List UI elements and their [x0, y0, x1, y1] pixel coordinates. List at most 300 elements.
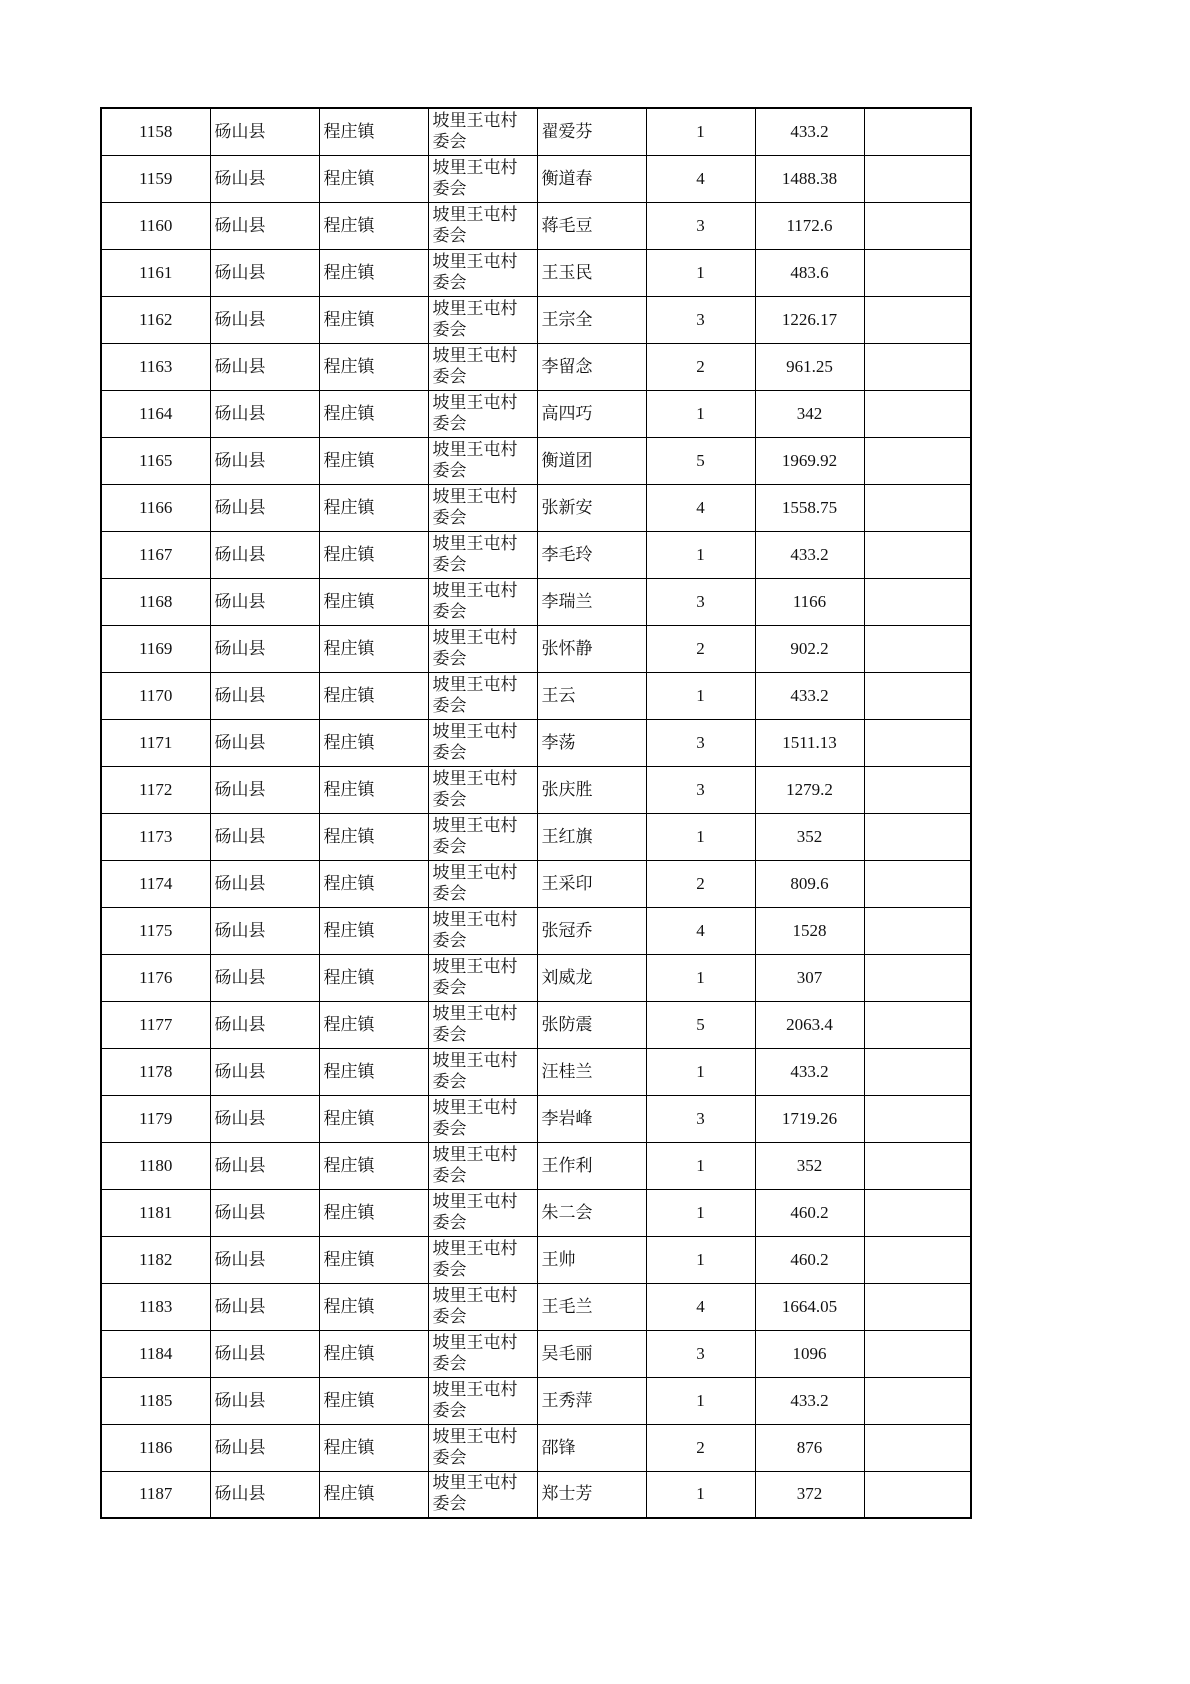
row-number-cell: 1181	[101, 1189, 210, 1236]
village-text: 坡里王屯村委会	[432, 768, 518, 810]
household-count-cell: 1	[646, 108, 755, 155]
person-name-cell: 王秀萍	[537, 1377, 646, 1424]
amount-cell: 460.2	[755, 1189, 864, 1236]
village-cell	[428, 390, 537, 437]
table-body	[101, 108, 971, 1518]
person-name-cell: 邵锋	[537, 1424, 646, 1471]
village-cell	[428, 719, 537, 766]
person-name-cell: 李毛玲	[537, 531, 646, 578]
county-cell: 砀山县	[210, 766, 319, 813]
person-name-cell: 张冠乔	[537, 907, 646, 954]
amount-cell: 2063.4	[755, 1001, 864, 1048]
village-cell	[428, 1377, 537, 1424]
amount-cell: 433.2	[755, 672, 864, 719]
village-cell	[428, 484, 537, 531]
village-text: 坡里王屯村委会	[432, 298, 518, 340]
household-count-cell: 1	[646, 1236, 755, 1283]
row-number-cell: 1172	[101, 766, 210, 813]
county-cell: 砀山县	[210, 1330, 319, 1377]
table-row	[101, 1095, 971, 1142]
table-row	[101, 296, 971, 343]
village-text: 坡里王屯村委会	[432, 1332, 518, 1374]
table-row	[101, 672, 971, 719]
table-row	[101, 578, 971, 625]
person-name-cell: 王宗全	[537, 296, 646, 343]
household-count-cell: 5	[646, 1001, 755, 1048]
county-cell: 砀山县	[210, 108, 319, 155]
town-cell: 程庄镇	[319, 766, 428, 813]
village-cell	[428, 202, 537, 249]
village-cell	[428, 907, 537, 954]
household-count-cell: 4	[646, 155, 755, 202]
row-number-cell: 1184	[101, 1330, 210, 1377]
amount-cell: 1528	[755, 907, 864, 954]
table-row	[101, 437, 971, 484]
table-row	[101, 1377, 971, 1424]
town-cell: 程庄镇	[319, 1048, 428, 1095]
table-row	[101, 108, 971, 155]
data-table	[100, 107, 972, 1519]
town-cell: 程庄镇	[319, 1377, 428, 1424]
county-cell: 砀山县	[210, 625, 319, 672]
town-cell: 程庄镇	[319, 813, 428, 860]
county-cell: 砀山县	[210, 1236, 319, 1283]
person-name-cell: 王红旗	[537, 813, 646, 860]
amount-cell: 483.6	[755, 249, 864, 296]
person-name-cell: 蒋毛豆	[537, 202, 646, 249]
household-count-cell: 1	[646, 813, 755, 860]
village-text: 坡里王屯村委会	[432, 439, 518, 481]
person-name-cell: 高四巧	[537, 390, 646, 437]
person-name-cell: 张防震	[537, 1001, 646, 1048]
village-cell	[428, 1330, 537, 1377]
table-row	[101, 249, 971, 296]
village-cell	[428, 437, 537, 484]
table-row	[101, 484, 971, 531]
household-count-cell: 3	[646, 296, 755, 343]
county-cell: 砀山县	[210, 484, 319, 531]
town-cell: 程庄镇	[319, 578, 428, 625]
table-row	[101, 531, 971, 578]
county-cell: 砀山县	[210, 390, 319, 437]
household-count-cell: 2	[646, 1424, 755, 1471]
note-cell	[864, 437, 971, 484]
household-count-cell: 3	[646, 202, 755, 249]
village-text: 坡里王屯村委会	[432, 815, 518, 857]
village-text: 坡里王屯村委会	[432, 1191, 518, 1233]
town-cell: 程庄镇	[319, 907, 428, 954]
village-cell	[428, 1189, 537, 1236]
county-cell: 砀山县	[210, 296, 319, 343]
household-count-cell: 4	[646, 1283, 755, 1330]
table-row	[101, 1048, 971, 1095]
village-text: 坡里王屯村委会	[432, 1379, 518, 1421]
household-count-cell: 5	[646, 437, 755, 484]
village-cell	[428, 1095, 537, 1142]
household-count-cell: 3	[646, 719, 755, 766]
town-cell: 程庄镇	[319, 1095, 428, 1142]
village-cell	[428, 296, 537, 343]
note-cell	[864, 1189, 971, 1236]
town-cell: 程庄镇	[319, 108, 428, 155]
household-count-cell: 4	[646, 484, 755, 531]
county-cell: 砀山县	[210, 1095, 319, 1142]
village-cell	[428, 672, 537, 719]
town-cell: 程庄镇	[319, 1471, 428, 1518]
note-cell	[864, 108, 971, 155]
village-cell	[428, 343, 537, 390]
row-number-cell: 1166	[101, 484, 210, 531]
village-cell	[428, 1283, 537, 1330]
row-number-cell: 1186	[101, 1424, 210, 1471]
village-text: 坡里王屯村委会	[432, 674, 518, 716]
table-row	[101, 1424, 971, 1471]
row-number-cell: 1164	[101, 390, 210, 437]
person-name-cell: 吴毛丽	[537, 1330, 646, 1377]
amount-cell: 1096	[755, 1330, 864, 1377]
table-row	[101, 155, 971, 202]
table-row	[101, 813, 971, 860]
village-cell	[428, 625, 537, 672]
note-cell	[864, 1236, 971, 1283]
household-count-cell: 2	[646, 860, 755, 907]
town-cell: 程庄镇	[319, 437, 428, 484]
amount-cell: 1558.75	[755, 484, 864, 531]
amount-cell: 902.2	[755, 625, 864, 672]
note-cell	[864, 296, 971, 343]
village-text: 坡里王屯村委会	[432, 204, 518, 246]
person-name-cell: 王毛兰	[537, 1283, 646, 1330]
village-text: 坡里王屯村委会	[432, 1238, 518, 1280]
household-count-cell: 1	[646, 249, 755, 296]
note-cell	[864, 954, 971, 1001]
town-cell: 程庄镇	[319, 484, 428, 531]
town-cell: 程庄镇	[319, 954, 428, 1001]
amount-cell: 1664.05	[755, 1283, 864, 1330]
amount-cell: 433.2	[755, 531, 864, 578]
town-cell: 程庄镇	[319, 1236, 428, 1283]
county-cell: 砀山县	[210, 860, 319, 907]
amount-cell: 433.2	[755, 1048, 864, 1095]
table-row	[101, 1471, 971, 1518]
person-name-cell: 李岩峰	[537, 1095, 646, 1142]
row-number-cell: 1165	[101, 437, 210, 484]
row-number-cell: 1183	[101, 1283, 210, 1330]
note-cell	[864, 1048, 971, 1095]
village-text: 坡里王屯村委会	[432, 392, 518, 434]
person-name-cell: 刘威龙	[537, 954, 646, 1001]
note-cell	[864, 625, 971, 672]
amount-cell: 460.2	[755, 1236, 864, 1283]
table-row	[101, 390, 971, 437]
village-cell	[428, 860, 537, 907]
row-number-cell: 1176	[101, 954, 210, 1001]
row-number-cell: 1175	[101, 907, 210, 954]
household-count-cell: 1	[646, 1189, 755, 1236]
village-text: 坡里王屯村委会	[432, 157, 518, 199]
household-count-cell: 1	[646, 1142, 755, 1189]
row-number-cell: 1160	[101, 202, 210, 249]
amount-cell: 1166	[755, 578, 864, 625]
village-text: 坡里王屯村委会	[432, 345, 518, 387]
amount-cell: 1719.26	[755, 1095, 864, 1142]
table-row	[101, 954, 971, 1001]
row-number-cell: 1161	[101, 249, 210, 296]
table-row	[101, 1189, 971, 1236]
village-text: 坡里王屯村委会	[432, 533, 518, 575]
amount-cell: 352	[755, 1142, 864, 1189]
row-number-cell: 1177	[101, 1001, 210, 1048]
county-cell: 砀山县	[210, 155, 319, 202]
village-cell	[428, 766, 537, 813]
town-cell: 程庄镇	[319, 343, 428, 390]
county-cell: 砀山县	[210, 1048, 319, 1095]
town-cell: 程庄镇	[319, 625, 428, 672]
village-text: 坡里王屯村委会	[432, 909, 518, 951]
town-cell: 程庄镇	[319, 719, 428, 766]
table-row	[101, 625, 971, 672]
household-count-cell: 1	[646, 531, 755, 578]
note-cell	[864, 1001, 971, 1048]
table-row	[101, 719, 971, 766]
amount-cell: 809.6	[755, 860, 864, 907]
household-count-cell: 2	[646, 343, 755, 390]
row-number-cell: 1158	[101, 108, 210, 155]
village-text: 坡里王屯村委会	[432, 1285, 518, 1327]
amount-cell: 433.2	[755, 1377, 864, 1424]
village-text: 坡里王屯村委会	[432, 580, 518, 622]
person-name-cell: 李荡	[537, 719, 646, 766]
county-cell: 砀山县	[210, 907, 319, 954]
village-text: 坡里王屯村委会	[432, 251, 518, 293]
village-text: 坡里王屯村委会	[432, 956, 518, 998]
household-count-cell: 3	[646, 1095, 755, 1142]
person-name-cell: 衡道春	[537, 155, 646, 202]
person-name-cell: 张庆胜	[537, 766, 646, 813]
person-name-cell: 衡道团	[537, 437, 646, 484]
county-cell: 砀山县	[210, 954, 319, 1001]
village-cell	[428, 531, 537, 578]
row-number-cell: 1171	[101, 719, 210, 766]
town-cell: 程庄镇	[319, 531, 428, 578]
county-cell: 砀山县	[210, 531, 319, 578]
village-text: 坡里王屯村委会	[432, 627, 518, 669]
person-name-cell: 翟爱芬	[537, 108, 646, 155]
village-text: 坡里王屯村委会	[432, 721, 518, 763]
village-cell	[428, 1236, 537, 1283]
row-number-cell: 1168	[101, 578, 210, 625]
table-row	[101, 343, 971, 390]
row-number-cell: 1185	[101, 1377, 210, 1424]
village-cell	[428, 1471, 537, 1518]
note-cell	[864, 531, 971, 578]
amount-cell: 1279.2	[755, 766, 864, 813]
county-cell: 砀山县	[210, 719, 319, 766]
town-cell: 程庄镇	[319, 1001, 428, 1048]
town-cell: 程庄镇	[319, 202, 428, 249]
amount-cell: 1511.13	[755, 719, 864, 766]
table-row	[101, 202, 971, 249]
table-row	[101, 1142, 971, 1189]
amount-cell: 342	[755, 390, 864, 437]
note-cell	[864, 390, 971, 437]
row-number-cell: 1180	[101, 1142, 210, 1189]
row-number-cell: 1167	[101, 531, 210, 578]
person-name-cell: 汪桂兰	[537, 1048, 646, 1095]
county-cell: 砀山县	[210, 1142, 319, 1189]
county-cell: 砀山县	[210, 813, 319, 860]
county-cell: 砀山县	[210, 1424, 319, 1471]
note-cell	[864, 249, 971, 296]
note-cell	[864, 578, 971, 625]
note-cell	[864, 1424, 971, 1471]
note-cell	[864, 813, 971, 860]
village-cell	[428, 155, 537, 202]
amount-cell: 372	[755, 1471, 864, 1518]
household-count-cell: 1	[646, 1048, 755, 1095]
person-name-cell: 王云	[537, 672, 646, 719]
county-cell: 砀山县	[210, 672, 319, 719]
county-cell: 砀山县	[210, 249, 319, 296]
row-number-cell: 1179	[101, 1095, 210, 1142]
row-number-cell: 1178	[101, 1048, 210, 1095]
row-number-cell: 1174	[101, 860, 210, 907]
row-number-cell: 1173	[101, 813, 210, 860]
household-count-cell: 2	[646, 625, 755, 672]
row-number-cell: 1163	[101, 343, 210, 390]
note-cell	[864, 343, 971, 390]
note-cell	[864, 202, 971, 249]
person-name-cell: 王玉民	[537, 249, 646, 296]
village-text: 坡里王屯村委会	[432, 1426, 518, 1468]
row-number-cell: 1159	[101, 155, 210, 202]
person-name-cell: 朱二会	[537, 1189, 646, 1236]
person-name-cell: 李瑞兰	[537, 578, 646, 625]
village-text: 坡里王屯村委会	[432, 110, 518, 152]
note-cell	[864, 1095, 971, 1142]
town-cell: 程庄镇	[319, 672, 428, 719]
row-number-cell: 1170	[101, 672, 210, 719]
town-cell: 程庄镇	[319, 1424, 428, 1471]
table-row	[101, 1236, 971, 1283]
village-cell	[428, 108, 537, 155]
note-cell	[864, 1330, 971, 1377]
note-cell	[864, 719, 971, 766]
village-text: 坡里王屯村委会	[432, 1097, 518, 1139]
row-number-cell: 1169	[101, 625, 210, 672]
amount-cell: 307	[755, 954, 864, 1001]
town-cell: 程庄镇	[319, 860, 428, 907]
person-name-cell: 王作利	[537, 1142, 646, 1189]
village-text: 坡里王屯村委会	[432, 1050, 518, 1092]
village-cell	[428, 813, 537, 860]
town-cell: 程庄镇	[319, 1189, 428, 1236]
village-cell	[428, 1001, 537, 1048]
amount-cell: 1969.92	[755, 437, 864, 484]
amount-cell: 1226.17	[755, 296, 864, 343]
household-count-cell: 3	[646, 766, 755, 813]
table-row	[101, 1330, 971, 1377]
town-cell: 程庄镇	[319, 296, 428, 343]
row-number-cell: 1187	[101, 1471, 210, 1518]
village-text: 坡里王屯村委会	[432, 1473, 518, 1515]
village-text: 坡里王屯村委会	[432, 862, 518, 904]
note-cell	[864, 766, 971, 813]
village-cell	[428, 1048, 537, 1095]
amount-cell: 433.2	[755, 108, 864, 155]
village-cell	[428, 1424, 537, 1471]
amount-cell: 876	[755, 1424, 864, 1471]
table-row	[101, 907, 971, 954]
person-name-cell: 郑士芳	[537, 1471, 646, 1518]
household-count-cell: 4	[646, 907, 755, 954]
county-cell: 砀山县	[210, 343, 319, 390]
note-cell	[864, 484, 971, 531]
household-count-cell: 1	[646, 390, 755, 437]
note-cell	[864, 907, 971, 954]
amount-cell: 1172.6	[755, 202, 864, 249]
amount-cell: 352	[755, 813, 864, 860]
note-cell	[864, 155, 971, 202]
town-cell: 程庄镇	[319, 249, 428, 296]
town-cell: 程庄镇	[319, 1330, 428, 1377]
village-text: 坡里王屯村委会	[432, 486, 518, 528]
county-cell: 砀山县	[210, 1377, 319, 1424]
county-cell: 砀山县	[210, 202, 319, 249]
person-name-cell: 张怀静	[537, 625, 646, 672]
table-row	[101, 1001, 971, 1048]
village-cell	[428, 1142, 537, 1189]
village-cell	[428, 249, 537, 296]
amount-cell: 961.25	[755, 343, 864, 390]
note-cell	[864, 860, 971, 907]
household-count-cell: 3	[646, 1330, 755, 1377]
village-text: 坡里王屯村委会	[432, 1144, 518, 1186]
county-cell: 砀山县	[210, 1471, 319, 1518]
village-text: 坡里王屯村委会	[432, 1003, 518, 1045]
amount-cell: 1488.38	[755, 155, 864, 202]
note-cell	[864, 1471, 971, 1518]
town-cell: 程庄镇	[319, 390, 428, 437]
county-cell: 砀山县	[210, 437, 319, 484]
village-cell	[428, 954, 537, 1001]
household-count-cell: 1	[646, 954, 755, 1001]
row-number-cell: 1162	[101, 296, 210, 343]
person-name-cell: 张新安	[537, 484, 646, 531]
person-name-cell: 王采印	[537, 860, 646, 907]
county-cell: 砀山县	[210, 578, 319, 625]
row-number-cell: 1182	[101, 1236, 210, 1283]
note-cell	[864, 1142, 971, 1189]
person-name-cell: 李留念	[537, 343, 646, 390]
household-count-cell: 1	[646, 1471, 755, 1518]
table-row	[101, 1283, 971, 1330]
household-count-cell: 1	[646, 1377, 755, 1424]
town-cell: 程庄镇	[319, 1142, 428, 1189]
county-cell: 砀山县	[210, 1001, 319, 1048]
note-cell	[864, 672, 971, 719]
household-count-cell: 1	[646, 672, 755, 719]
note-cell	[864, 1283, 971, 1330]
county-cell: 砀山县	[210, 1283, 319, 1330]
town-cell: 程庄镇	[319, 155, 428, 202]
household-count-cell: 3	[646, 578, 755, 625]
table-row	[101, 860, 971, 907]
village-cell	[428, 578, 537, 625]
note-cell	[864, 1377, 971, 1424]
person-name-cell: 王帅	[537, 1236, 646, 1283]
county-cell: 砀山县	[210, 1189, 319, 1236]
